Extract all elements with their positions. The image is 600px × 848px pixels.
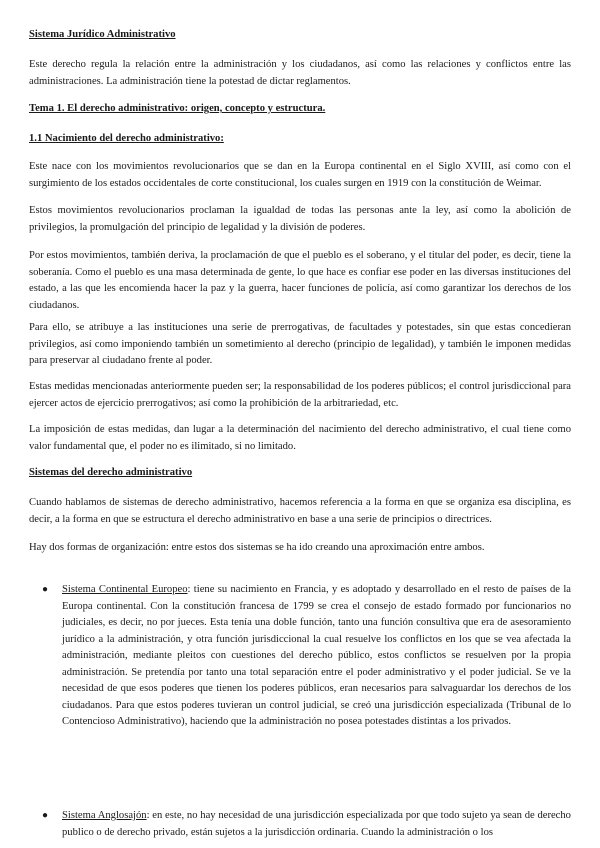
intro-paragraph: Este derecho regula la relación entre la administración y los ciudadanos, así como las relaciones y conflictos entre las administraciones. La administración tiene la potestad de dictar reglamentos. [29,59,571,87]
list-item-anglosajon [42,808,571,841]
section-1-1-title: 1.1 Nacimiento del derecho administrativo: [29,133,224,144]
paragraph: Estas medidas mencionadas anteriormente pueden ser; la responsabilidad de los poderes públicos; el control jurisdiccional para ejercer actos de ejercicio prerrogativos; así como la prohibición de la arbitrariedad, etc. [29,381,571,409]
paragraph: La imposición de estas medidas, dan lugar a la determinación del nacimiento del derecho administrativo, el cual tiene como valor fundamental que, el poder no es ilimitado, si no limitado. [29,424,571,452]
list-item-continental [42,582,571,731]
sistemas-title: Sistemas del derecho administrativo [29,467,193,478]
item-text: : en este, no hay necesidad de una jurisdicción especializada por que todo sujeto ya sean de derecho publico o de derecho privado, están sujetos a la jurisdicción ordinaria. Cuando la administración o los [62,810,571,838]
paragraph: Estos movimientos revolucionarios proclaman la igualdad de todas las personas ante la ley, así como la abolición de privilegios, la promulgación del principio de legalidad y la división de poderes. [29,205,571,233]
tema-title: Tema 1. El derecho administrativo: origen, concepto y estructura. [29,103,326,114]
paragraph: Este nace con los movimientos revolucionarios que se dan en la Europa continental en el Siglo XVIII, así como con el surgimiento de los estados occidentales de corte constitucional, los cuales surgen en 1919 con la constitución de Weimar. [29,161,571,189]
item-text: : tiene su nacimiento en Francia, y es adoptado y desarrollado en el resto de países de la Europa continental. Con la constitución francesa de 1799 se crea el consejo de estado formado por funcionarios no judiciales, es decir, no por jueces. Esta tenía una doble función, tanto una función consultiva que era de asesoramiento jurídico a la administración, y otra función jurisdiccional la cual resuelve los conflictos en los que se vea afectada la administración, mediante pleitos con cuestiones del derecho público, estos conflictos se resuelven por la propia administración. Se pretendía por tanto una total separación entre el poder administrativo y el poder judicial. Se ve la necesidad de que esos poderes que tienen los poderes públicos, eran necesarios para salvaguardar los derechos de los ciudadanos. Para que estos poderes tuvieran un control judicial, se creó una jurisdicción especializada (Tribunal de lo Contencioso Administrativo), haciendo que la administración no posea potestades distintas a los privados. [62,584,571,727]
item-term: Sistema Anglosajón [62,810,147,821]
paragraph: Para ello, se atribuye a las instituciones una serie de prerrogativas, de facultades y potestades, sin que estas concedieran privilegios, así como imponiendo también un sometimiento al derecho (principio de legalidad), y también le imponen medidas para preservar al ciudadano frente al poder. [29,322,571,366]
bullet-icon: ● [42,584,49,595]
document-title: Sistema Jurídico Administrativo [29,29,176,40]
paragraph: Hay dos formas de organización: entre estos dos sistemas se ha ido creando una aproximación entre ambos. [29,542,485,553]
paragraph: Por estos movimientos, también deriva, la proclamación de que el pueblo es el soberano, y el titular del poder, es decir, tiene la soberanía. Como el pueblo es una masa determinada de gente, lo que hace es confiar ese poder en las diversas instituciones del estado, a las que les encomienda hacer la paz y la guerra, hacer funciones de policía, así como garantizar los derechos de los ciudadanos. [29,250,571,311]
paragraph: Cuando hablamos de sistemas de derecho administrativo, hacemos referencia a la forma en que se organiza esa disciplina, es decir, a la forma en que se estructura el derecho administrativo en base a una serie de principios o directrices. [29,497,571,525]
bullet-icon: ● [42,810,49,821]
item-term: Sistema Continental Europeo [62,584,188,595]
